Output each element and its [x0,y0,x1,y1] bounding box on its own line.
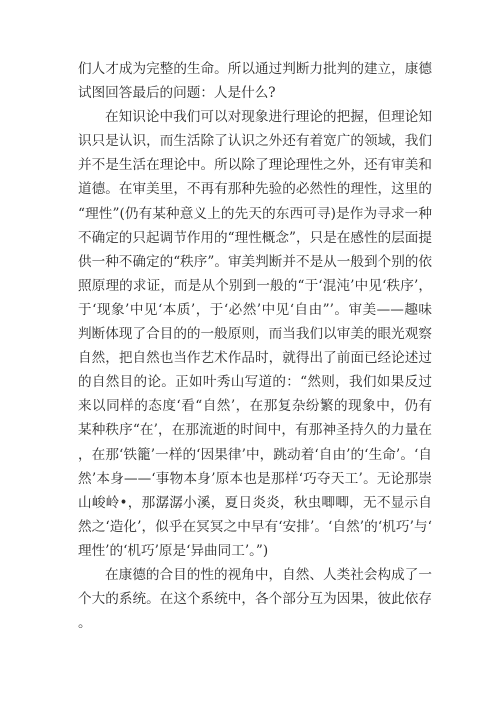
paragraph-2: 在知识论中我们可以对现象进行理论的把握，但理论知识只是认识，而生活除了认识之外还有着宽广的领域，我们并不是生活在理论中。所以除了理论理性之外，还有审美和道德。在审美里，不再有那种先验的必然性的理性，这里的“理性”(仍有某种意义上的先天的东西可寻)是作为寻求一种不确定的只起调节作用的“理性概念”，只是在感性的层面提供一种不确定的“秩序”。审美判断并不是从一般到个别的依照原理的求证，而是从个别到一般的“于‘混沌’中见‘秩序’，于‘现象’中见‘本质’，于‘必然’中见‘自由”’。审美——趣味判断体现了合目的的一般原则，而当我们以审美的眼光观察自然，把自然也当作艺术作品时，就得出了前面已经论述过的自然目的论。正如叶秀山写道的：“然则，我们如果反过来以同样的态度‘看“自然’，在那复杂纷繁的现象中，仍有某种秩序“在’，在那流逝的时间中，有那神圣持久的力量在，在那‘铁籠’一样的‘因果律’中，跳动着‘自由’的‘生命’。‘自然’本身——‘事物本身’原本也是那样‘巧夺天工’。无论那崇山峻岭•，那潺潺小溪，夏日炎炎，秋虫唧唧，无不显示自然之‘造化’，似乎在冥冥之中早有‘安排’。‘自然’的‘机巧’与‘理性’的‘机巧’原是‘异曲同工’。”) [78,109,432,559]
paragraph-1: 们人才成为完整的生命。所以通过判断力批判的建立，康德试图回答最后的问题：人是什么? [78,61,432,102]
paragraph-3: 在康德的合目的性的视角中，自然、人类社会构成了一个大的系统。在这个系统中，各个部分互为因果，彼此依存。 [78,566,432,632]
body-text [78,57,432,635]
